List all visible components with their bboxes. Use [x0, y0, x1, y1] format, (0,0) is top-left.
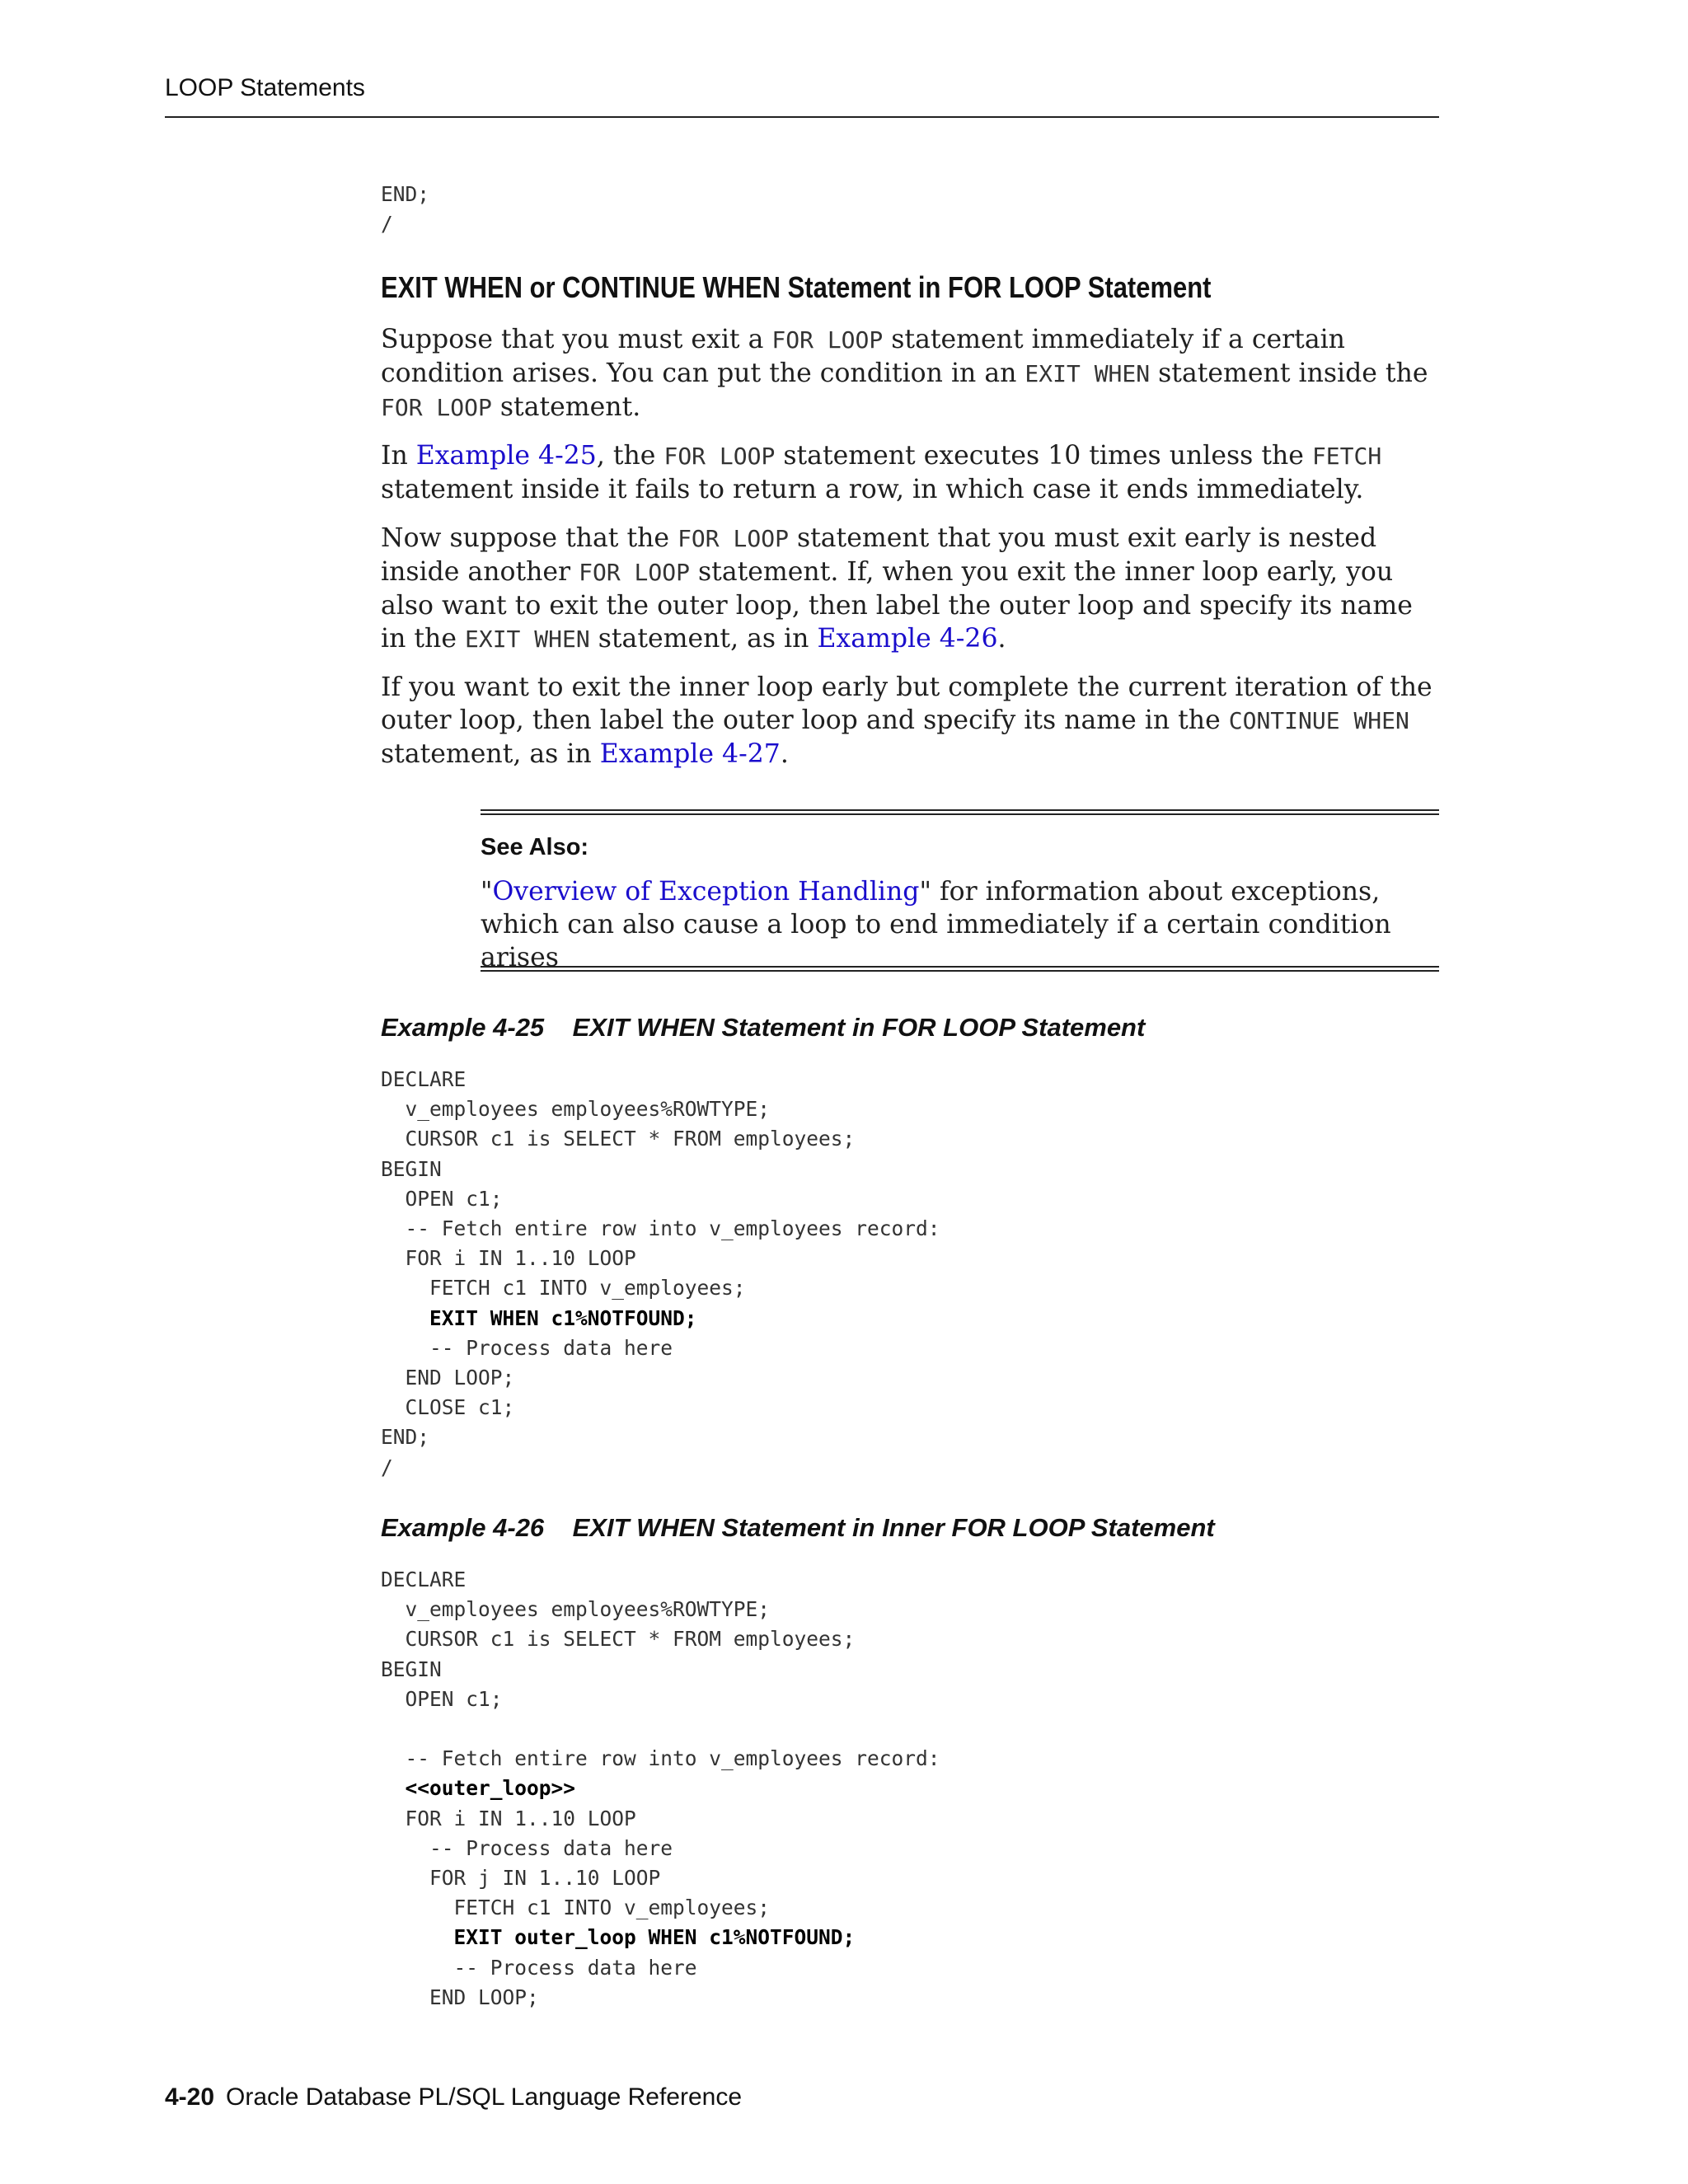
paragraph-text: statement inside the	[1150, 359, 1428, 388]
paragraph-text: .	[997, 624, 1006, 654]
inline-code: EXIT WHEN	[464, 626, 590, 653]
inline-code: EXIT WHEN	[1025, 360, 1151, 387]
code-block-example-4-26	[381, 1565, 940, 2013]
code-block-end	[381, 180, 429, 239]
code-line: OPEN c1;	[381, 1186, 503, 1211]
code-line: END LOOP;	[381, 1985, 539, 2009]
code-line: FETCH c1 INTO v_employees;	[381, 1896, 771, 1920]
code-line: v_employees employees%ROWTYPE;	[381, 1597, 771, 1622]
paragraph-text: If you want to exit the inner loop early but complete the current iteration of the outer loop, then label the outer loop and specify its name in the	[381, 673, 1432, 735]
paragraph-text: statement.	[491, 392, 641, 422]
code-line: -- Fetch entire row into v_employees record:	[381, 1216, 940, 1241]
paragraph-text: Suppose that you must exit a	[381, 325, 772, 354]
code-block-example-4-25	[381, 1065, 940, 1483]
example-caption-4-26: Example 4-26 EXIT WHEN Statement in Inner FOR LOOP Statement	[381, 1513, 1215, 1542]
paragraph-text: In	[381, 441, 416, 471]
code-line: DECLARE	[381, 1067, 467, 1091]
code-line: -- Fetch entire row into v_employees record:	[381, 1746, 940, 1771]
paragraph-text: statement that you must exit early is nested inside another	[381, 523, 1377, 587]
inline-code: CONTINUE WHEN	[1228, 707, 1409, 734]
code-line: -- Process data here	[381, 1955, 697, 1980]
quote-open: "	[481, 877, 493, 907]
see-also-top-rule	[481, 809, 1439, 815]
inline-code: FOR LOOP	[678, 525, 789, 552]
quote-close: "	[919, 877, 931, 907]
code-line-emphasized: <<outer_loop>>	[381, 1776, 576, 1801]
code-line: DECLARE	[381, 1568, 467, 1591]
see-also-title: See Also:	[481, 834, 589, 860]
code-line: /	[381, 212, 393, 237]
code-line: -- Process data here	[381, 1835, 673, 1860]
code-line: /	[381, 1455, 393, 1479]
code-line: OPEN c1;	[381, 1686, 503, 1711]
code-line-emphasized: EXIT outer_loop WHEN c1%NOTFOUND;	[381, 1925, 856, 1950]
code-line: CURSOR c1 is SELECT * FROM employees;	[381, 1627, 856, 1652]
inline-code: FOR LOOP	[381, 394, 492, 421]
link-example-4-25[interactable]: Example 4-25	[415, 441, 597, 471]
see-also-text	[481, 875, 1439, 974]
header-rule	[165, 116, 1439, 118]
paragraph-text: statement inside it fails to return a row, in which case it ends immediately.	[381, 475, 1364, 504]
paragraph-text: , the	[596, 441, 664, 471]
section-heading: EXIT WHEN or CONTINUE WHEN Statement in FOR LOOP Statement	[381, 270, 1212, 304]
code-line: CLOSE c1;	[381, 1395, 515, 1420]
running-header: LOOP Statements	[165, 74, 365, 101]
code-line-emphasized: EXIT WHEN c1%NOTFOUND;	[381, 1305, 697, 1330]
see-also-description: for information about exceptions, which can also cause a loop to end immediately if a certain condition arises	[481, 877, 1391, 972]
paragraph-text: .	[780, 739, 789, 769]
paragraph-continue-when	[381, 671, 1444, 771]
code-line: v_employees employees%ROWTYPE;	[381, 1097, 771, 1122]
paragraph-nested-loop	[381, 522, 1444, 656]
code-line: END;	[381, 182, 430, 206]
code-line: -- Process data here	[381, 1335, 673, 1360]
book-title: Oracle Database PL/SQL Language Reference	[226, 2083, 743, 2111]
code-line: FOR i IN 1..10 LOOP	[381, 1806, 636, 1830]
code-line: FETCH c1 INTO v_employees;	[381, 1276, 746, 1301]
link-overview-exception-handling[interactable]: Overview of Exception Handling	[492, 877, 920, 907]
paragraph-text: statement, as in	[381, 739, 600, 769]
paragraph-text: statement. If, when you exit the inner loop early, you also want to exit the outer loop, then label the outer loop and specify its name in the	[381, 557, 1413, 654]
paragraph-text: Now suppose that the	[381, 523, 678, 553]
code-line: BEGIN	[381, 1156, 442, 1181]
example-caption-4-25: Example 4-25 EXIT WHEN Statement in FOR LOOP Statement	[381, 1013, 1146, 1042]
inline-code: FOR LOOP	[663, 443, 776, 470]
paragraph-example-4-25	[381, 439, 1444, 506]
see-also-box	[481, 809, 1439, 972]
paragraph-text: statement executes 10 times unless the	[775, 441, 1312, 471]
code-line: FOR j IN 1..10 LOOP	[381, 1866, 661, 1891]
paragraph-text: statement, as in	[589, 624, 818, 654]
inline-code: FOR LOOP	[771, 326, 884, 354]
code-line: CURSOR c1 is SELECT * FROM employees;	[381, 1127, 856, 1151]
see-also-bottom-rule	[481, 966, 1439, 972]
inline-code: FOR LOOP	[579, 559, 690, 586]
code-line: FOR i IN 1..10 LOOP	[381, 1246, 636, 1271]
link-example-4-27[interactable]: Example 4-27	[599, 739, 781, 769]
paragraph-text: statement immediately if a certain condition arises. You can put the condition in an	[381, 325, 1345, 388]
code-line: END;	[381, 1425, 430, 1450]
paragraph-intro	[381, 323, 1444, 424]
code-line: BEGIN	[381, 1657, 442, 1681]
inline-code: FETCH	[1311, 443, 1382, 470]
code-line: END LOOP;	[381, 1366, 515, 1390]
link-example-4-26[interactable]: Example 4-26	[817, 624, 998, 654]
page-number: 4-20	[165, 2083, 215, 2111]
page-footer	[165, 2083, 742, 2111]
